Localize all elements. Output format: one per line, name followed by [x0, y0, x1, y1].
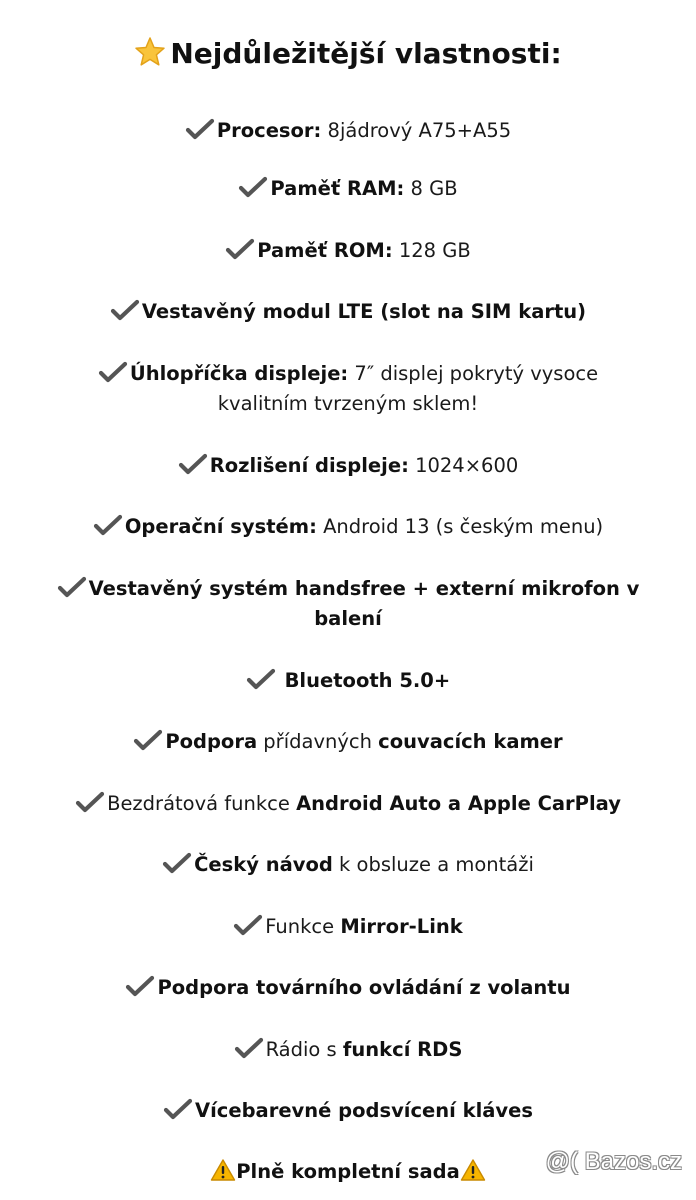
feature-carplay	[24, 789, 672, 819]
feature-value: Bezdrátová funkce	[107, 792, 297, 815]
feature-value: Android 13 (s českým menu)	[316, 515, 604, 538]
feature-label: Vestavěný modul LTE (slot na SIM kartu)	[141, 300, 587, 323]
check-icon	[75, 791, 105, 813]
feature-label: Operační systém:	[124, 515, 317, 538]
check-icon	[185, 118, 215, 140]
feature-value: 7″ displej pokrytý vysoce kvalitním tvrzeným sklem!	[217, 362, 599, 415]
feature-lte	[24, 297, 672, 327]
feature-label: Mirror-Link	[340, 915, 463, 938]
check-icon	[233, 914, 263, 936]
feature-value: k obsluze a montáži	[332, 853, 534, 876]
feature-label: Podpora	[165, 730, 258, 753]
feature-label: Bluetooth 5.0+	[277, 669, 451, 692]
feature-mirrorlink	[24, 912, 672, 942]
feature-label: Android Auto a Apple CarPlay	[296, 792, 621, 815]
check-icon	[238, 176, 268, 198]
check-icon	[234, 1037, 264, 1059]
feature-label: Český návod	[194, 853, 333, 876]
feature-label: Rozlišení displeje:	[209, 454, 409, 477]
feature-os	[24, 512, 672, 542]
feature-value: 1024×600	[408, 454, 519, 477]
feature-processor	[24, 116, 672, 146]
feature-value: Rádio s	[265, 1038, 343, 1061]
feature-cameras	[24, 727, 672, 757]
check-icon	[133, 729, 163, 751]
warning-icon	[210, 1158, 236, 1182]
feature-label: funkcí RDS	[342, 1038, 463, 1061]
feature-value: 128 GB	[392, 239, 471, 262]
check-icon	[57, 576, 87, 598]
feature-value: přídavných	[257, 730, 379, 753]
page-title-text: Nejdůležitější vlastnosti:	[170, 37, 562, 70]
feature-value: Funkce	[265, 915, 341, 938]
watermark-logo: @( Bazos.cz	[545, 1148, 682, 1175]
feature-value: 8 GB	[404, 177, 458, 200]
feature-value: 8jádrový A75+A55	[321, 119, 512, 142]
check-icon	[178, 453, 208, 475]
feature-steering	[24, 973, 672, 1003]
feature-label: Vícebarevné podsvícení kláves	[195, 1099, 533, 1122]
feature-manual	[24, 850, 672, 880]
check-icon	[110, 299, 140, 321]
check-icon	[225, 238, 255, 260]
check-icon	[125, 975, 155, 997]
check-icon	[93, 514, 123, 536]
feature-backlight	[24, 1096, 672, 1126]
feature-bluetooth	[24, 666, 672, 696]
feature-label: couvacích kamer	[378, 730, 563, 753]
footer-text: Plně kompletní sada	[236, 1160, 460, 1183]
check-icon	[162, 852, 192, 874]
feature-handsfree	[48, 574, 648, 634]
feature-resolution	[24, 451, 672, 481]
feature-label: Úhlopříčka displeje:	[129, 362, 349, 385]
feature-label: Vestavěný systém handsfree + externí mikrofon v balení	[88, 577, 640, 630]
feature-label: Podpora továrního ovládání z volantu	[157, 976, 571, 999]
feature-label: Procesor:	[216, 119, 322, 142]
feature-label: Paměť ROM:	[257, 239, 393, 262]
star-icon	[134, 36, 166, 68]
feature-diagonal	[80, 359, 616, 419]
feature-rom	[24, 236, 672, 266]
page-title	[0, 36, 696, 70]
warning-icon	[460, 1158, 486, 1182]
check-icon	[98, 361, 128, 383]
feature-label: Paměť RAM:	[270, 177, 405, 200]
check-icon	[246, 668, 276, 690]
feature-ram	[24, 174, 672, 204]
feature-radio	[24, 1035, 672, 1065]
check-icon	[163, 1098, 193, 1120]
